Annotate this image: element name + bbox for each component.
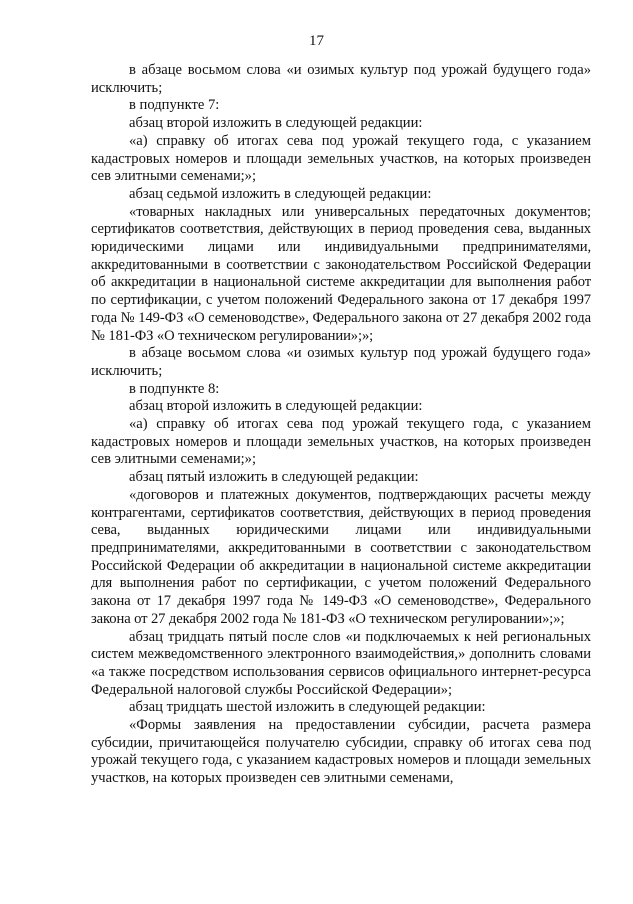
paragraph-3: абзац второй изложить в следующей редакции: bbox=[129, 115, 423, 132]
paragraph-11: абзац пятый изложить в следующей редакции: bbox=[129, 469, 419, 486]
page-number: 17 bbox=[309, 33, 324, 49]
paragraph-9: абзац второй изложить в следующей редакции: bbox=[129, 398, 423, 415]
paragraph-4: «а) справку об итогах сева под урожай текущего года, с указанием кадастровых номеров и площади земельных участков, на которых произведен сев элитными семенами;»; bbox=[91, 132, 591, 185]
paragraph-15: «Формы заявления на предоставлении субсидии, расчета размера субсидии, причитающейся получателю субсидии, справку об итогах сева под урожай текущего года, с указанием кадастровых номеров и площади земельных участков, на которых произведен сев элитными семенами, bbox=[91, 717, 591, 787]
paragraph-1: в абзаце восьмом слова «и озимых культур под урожай будущего года» исключить; bbox=[91, 62, 591, 96]
paragraph-10: «а) справку об итогах сева под урожай текущего года, с указанием кадастровых номеров и площади земельных участков, на которых произведен сев элитными семенами;»; bbox=[91, 416, 591, 468]
paragraph-7: в абзаце восьмом слова «и озимых культур под урожай будущего года» исключить; bbox=[91, 345, 591, 379]
paragraph-14: абзац тридцать шестой изложить в следующей редакции: bbox=[129, 699, 486, 716]
paragraph-5: абзац седьмой изложить в следующей редакции: bbox=[129, 185, 432, 202]
paragraph-6: «товарных накладных или универсальных передаточных документов; сертификатов соответствия, действующих в период проведения сева, выданных юридическими лицами или индивидуальными предпринимателями, аккредитованными в соответствии с законодательством Российской Федерации об аккредитации в национальной системе аккредитации для выполнения работ по сертификации, с учетом положений Федерального закона от 17 декабря 1997 года № 149-ФЗ «О семеноводстве», Федерального закона от 27 декабря 2002 года № 181-ФЗ «О техническом регулировании»;»; bbox=[91, 203, 591, 344]
paragraph-13: абзац тридцать пятый после слов «и подключаемых к ней региональных систем межведомственного электронного взаимодействия,» дополнить словами «а также посредством использования сервисов официального интернет-ресурса Федеральной налоговой службы Российской Федерации»; bbox=[91, 628, 591, 698]
paragraph-2: в подпункте 7: bbox=[129, 97, 220, 114]
document-body bbox=[91, 62, 591, 788]
paragraph-8: в подпункте 8: bbox=[129, 380, 220, 397]
paragraph-12: «договоров и платежных документов, подтверждающих расчеты между контрагентами, сертификатов соответствия, действующих в период проведения сева, выданных юридическими лицами или индивидуальными предпринимателями, аккредитованными в соответствии с законодательством Российской Федерации об аккредитации в национальной системе аккредитации для выполнения работ по сертификации, с учетом положений Федерального закона от 17 декабря 1997 года № 149-ФЗ «О семеноводстве», Федерального закона от 27 декабря 2002 года № 181-ФЗ «О техническом регулировании»;»; bbox=[91, 486, 591, 627]
